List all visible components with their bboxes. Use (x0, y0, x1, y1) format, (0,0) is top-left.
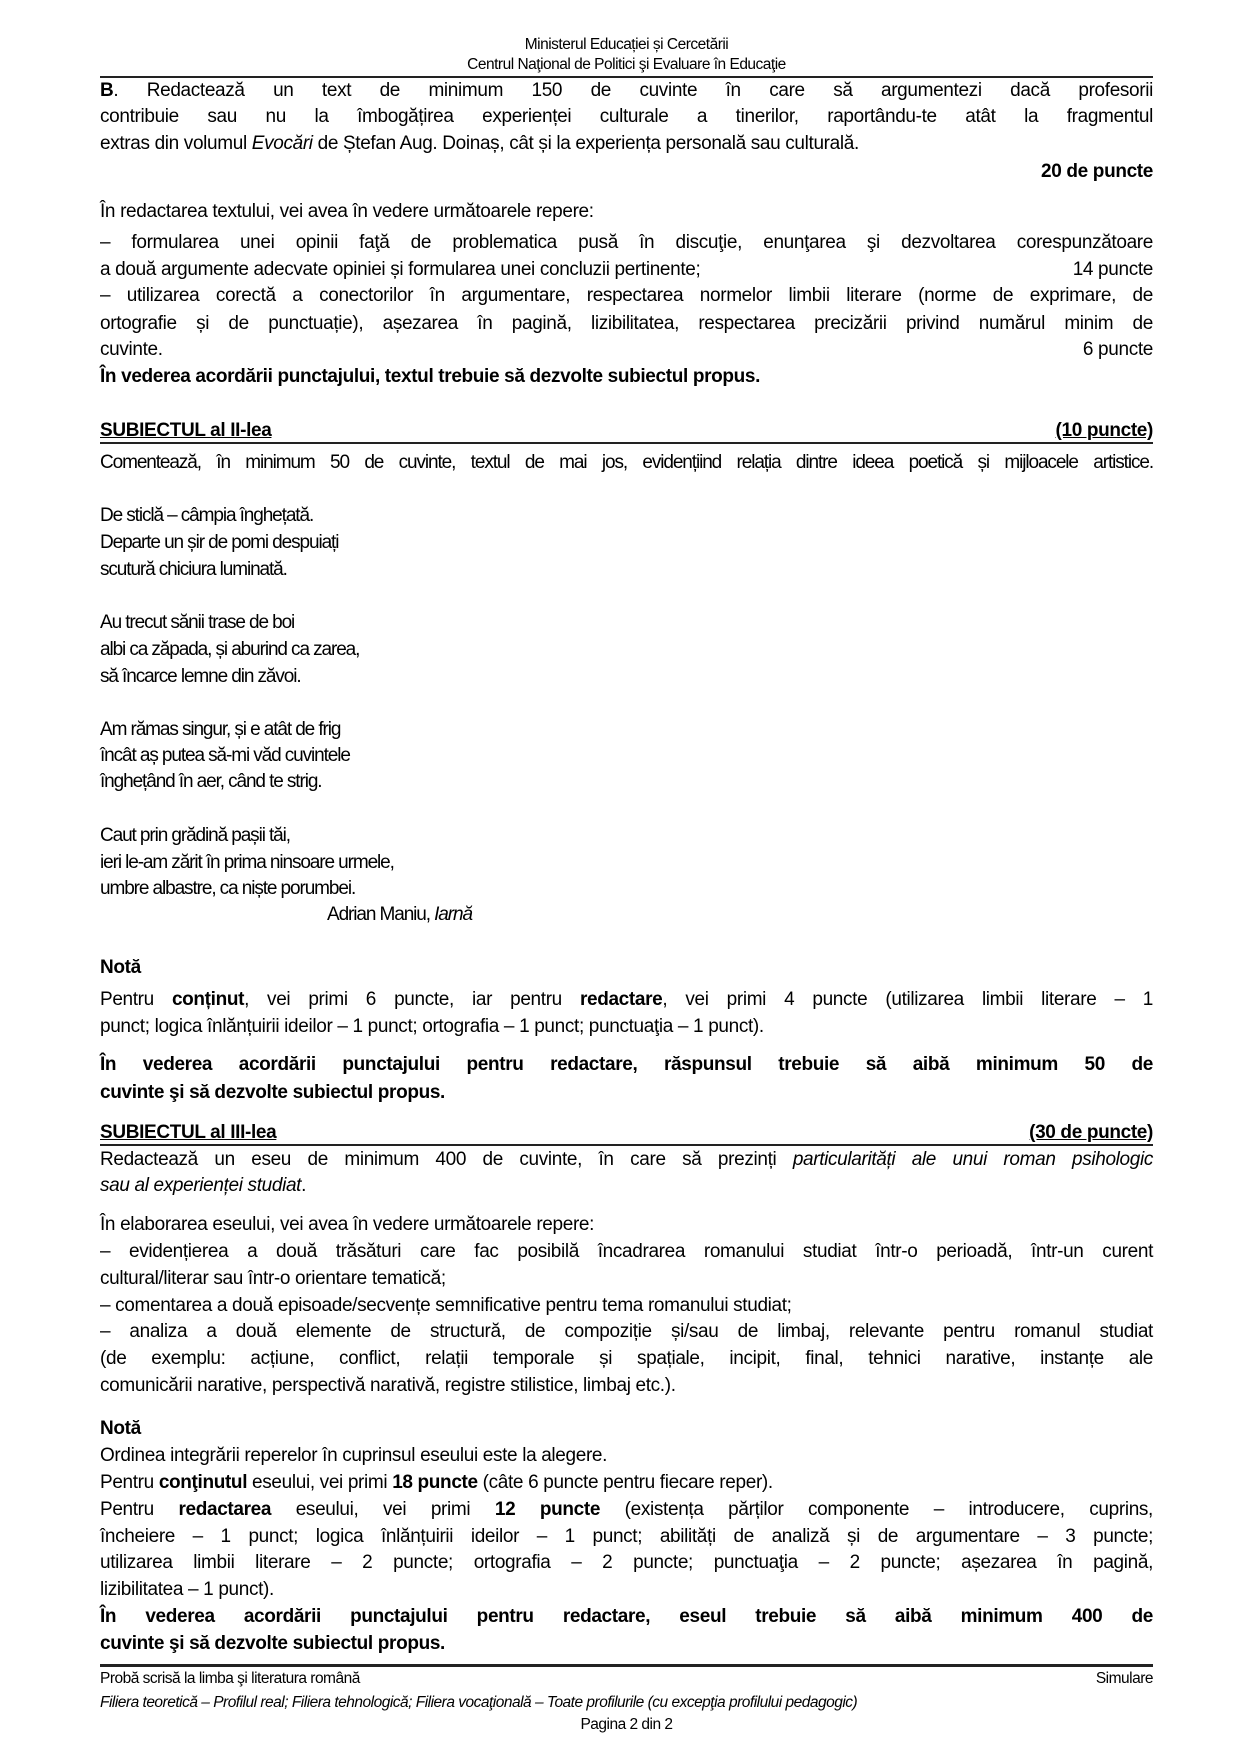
section-b-line: contribuie sau nu la îmbogățirea experienței culturale a tinerilor, raportându-te atât la fragmentul (100, 106, 1153, 127)
criteria-line-with-points (100, 257, 1153, 283)
poem-line: să încarce lemne din zăvoi. (100, 666, 301, 687)
text-run: conținut (171, 989, 245, 1010)
text-run: B (100, 80, 114, 101)
poem-line: albi ca zăpada, și aburind ca zarea, (100, 639, 360, 660)
criteria-points: 14 puncte (1072, 259, 1153, 280)
note-line: utilizarea limbii literare – 2 puncte; ortografia – 2 puncte; punctuaţia – 2 puncte; așezarea în pagină, (100, 1552, 1153, 1573)
subject-3-underline (100, 1144, 1153, 1146)
text-run: Pentru (100, 989, 172, 1010)
subject-3-instruction (100, 1147, 1153, 1173)
note-line (100, 987, 1153, 1013)
criteria-text: a două argumente adecvate opiniei și formularea unei concluzii pertinente; (100, 259, 701, 280)
subject-3-condition: În vederea acordării punctajului pentru redactare, eseul trebuie să aibă minimum 400 de (100, 1606, 1153, 1627)
subject-2-heading (100, 418, 1153, 444)
poem-line: Au trecut sănii trase de boi (100, 612, 295, 633)
text-run: eseului, vei primi (247, 1472, 393, 1493)
subject-2-instruction: Comentează, în minimum 50 de cuvinte, textul de mai jos, evidențiind relația dintre ideea poetică și mijloacele artistice. (100, 452, 1153, 473)
text-run: conţinutul (158, 1472, 248, 1493)
text-run: (existența părților componente – introducere, cuprins, (600, 1499, 1153, 1520)
footer-exam: Probă scrisă la limba şi literatura română (100, 1670, 360, 1687)
text-run: 18 puncte (392, 1472, 478, 1493)
poem-line: Departe un șir de pomi despuiați (100, 532, 339, 553)
section-b-line (100, 131, 1153, 157)
text-run: redactare (579, 989, 663, 1010)
subject-3-note-title: Notă (100, 1418, 141, 1439)
poem-line: încât aș putea să-mi văd cuvintele (100, 745, 350, 766)
note-line (100, 1497, 1153, 1523)
criteria-line: – utilizarea corectă a conectorilor în argumentare, respectarea normelor limbii literare (norme de exprimare, de (100, 285, 1153, 306)
header-ministry: Ministerul Educației și Cercetării (524, 36, 729, 53)
footer-type: Simulare (1095, 1670, 1153, 1687)
text-run: extras din volumul (100, 133, 252, 154)
section-b-condition: În vederea acordării punctajului, textul trebuie să dezvolte subiectul propus. (100, 366, 761, 387)
section-b-points: 20 de puncte (1041, 161, 1153, 182)
subject-2-note-title: Notă (100, 957, 141, 978)
subject-3-instruction (100, 1173, 1153, 1199)
note-line (100, 1470, 1153, 1496)
text-run: . Redactează un text de minimum 150 de cuvinte în care să argumentezi dacă profesorii (113, 80, 1153, 101)
note-line: punct; logica înlănțuirii ideilor – 1 punct; ortografia – 1 punct; punctuaţia – 1 punct). (100, 1016, 764, 1037)
text-run: particularități ale unui roman psihologic (792, 1149, 1153, 1170)
subject-2-underline (100, 442, 1153, 444)
subject-2-points: (10 puncte) (1055, 420, 1153, 441)
text-run: Evocări (251, 133, 313, 154)
section-b-line (100, 78, 1153, 104)
subject-2-condition: cuvinte şi să dezvolte subiectul propus. (100, 1082, 445, 1103)
poem-line: De sticlă – câmpia înghețată. (100, 505, 314, 526)
text-run: eseului, vei primi (271, 1499, 495, 1520)
text-run: sau al experienței studiat (100, 1175, 302, 1196)
poem-line: ieri le-am zărit în prima ninsoare urmele, (100, 852, 394, 873)
text-run: , vei primi 4 puncte (utilizarea limbii literare – 1 (662, 989, 1153, 1010)
essay-criteria-line: – evidențierea a două trăsături care fac posibilă încadrarea romanului studiat într-o perioadă, într-un curent (100, 1241, 1153, 1262)
note-line: Ordinea integrării reperelor în cuprinsul eseului este la alegere. (100, 1445, 608, 1466)
text-run: 12 puncte (494, 1499, 601, 1520)
poem-title: Iarnă (434, 904, 472, 925)
note-line: lizibilitatea – 1 punct). (100, 1579, 274, 1600)
criteria-line-with-points (100, 337, 1153, 363)
criteria-line: ortografie și de punctuație), așezarea în pagină, lizibilitatea, respectarea precizării privind numărul minim de (100, 313, 1153, 334)
criteria-intro: În redactarea textului, vei avea în vedere următoarele repere: (100, 201, 594, 222)
header-center: Centrul Naţional de Politici şi Evaluare în Educaţie (467, 56, 786, 73)
essay-criteria-intro: În elaborarea eseului, vei avea în vedere următoarele repere: (100, 1214, 595, 1235)
subject-3-heading (100, 1120, 1153, 1146)
criteria-text: cuvinte. (100, 339, 163, 360)
essay-criteria-line: comunicării narative, perspectivă narativă, registre stilistice, limbaj etc.). (100, 1375, 676, 1396)
essay-criteria-line: (de exemplu: acțiune, conflict, relații temporale și spațiale, incipit, final, tehnici narative, instanțe ale (100, 1348, 1153, 1369)
essay-criteria-line: cultural/literar sau într-o orientare tematică; (100, 1268, 446, 1289)
essay-criteria-line: – analiza a două elemente de structură, de compoziție și/sau de limbaj, relevante pentru romanul studiat (100, 1321, 1153, 1342)
text-run: redactarea (178, 1499, 272, 1520)
subject-3-title: SUBIECTUL al III-lea (100, 1122, 277, 1143)
footer-page-number: Pagina 2 din 2 (580, 1716, 673, 1733)
poem-author: Adrian Maniu, (327, 904, 435, 925)
text-run: . (301, 1175, 307, 1196)
subject-3-points: (30 de puncte) (1029, 1122, 1153, 1143)
criteria-points: 6 puncte (1082, 339, 1153, 360)
criteria-line: – formularea unei opinii faţă de problematica pusă în discuţie, enunţarea şi dezvoltarea corespunzătoare (100, 232, 1153, 253)
footer-profiles: Filiera teoretică – Profilul real; Filiera tehnologică; Filiera vocaţională – Toate profilurile (cu excepţia profilului pedagogic) (100, 1694, 858, 1711)
text-run: Pentru (100, 1472, 159, 1493)
footer-row (100, 1669, 1153, 1689)
text-run: Pentru (100, 1499, 179, 1520)
poem-line: scutură chiciura luminată. (100, 559, 287, 580)
subject-2-title: SUBIECTUL al II-lea (100, 420, 272, 441)
subject-3-condition: cuvinte şi să dezvolte subiectul propus. (100, 1633, 445, 1654)
essay-criteria-line: – comentarea a două episoade/secvențe semnificative pentru tema romanului studiat; (100, 1295, 792, 1316)
text-run: de Ștefan Aug. Doinaș, cât și la experiența personală sau culturală. (312, 133, 859, 154)
text-run: Redactează un eseu de minimum 400 de cuvinte, în care să prezinți (100, 1149, 793, 1170)
poem-attribution (327, 902, 927, 928)
subject-2-condition: În vederea acordării punctajului pentru redactare, răspunsul trebuie să aibă minimum 50 de (100, 1054, 1153, 1075)
text-run: (câte 6 puncte pentru fiecare reper). (477, 1472, 773, 1493)
poem-line: Caut prin grădină pașii tăi, (100, 825, 290, 846)
footer-divider (100, 1664, 1153, 1667)
note-line: încheiere – 1 punct; logica înlănțuirii ideilor – 1 punct; abilități de analiză și de argumentare – 3 puncte; (100, 1526, 1153, 1547)
text-run: , vei primi 6 puncte, iar pentru (244, 989, 580, 1010)
poem-line: Am rămas singur, și e atât de frig (100, 719, 341, 740)
poem-line: înghețând în aer, când te strig. (100, 771, 322, 792)
poem-line: umbre albastre, ca niște porumbei. (100, 878, 356, 899)
